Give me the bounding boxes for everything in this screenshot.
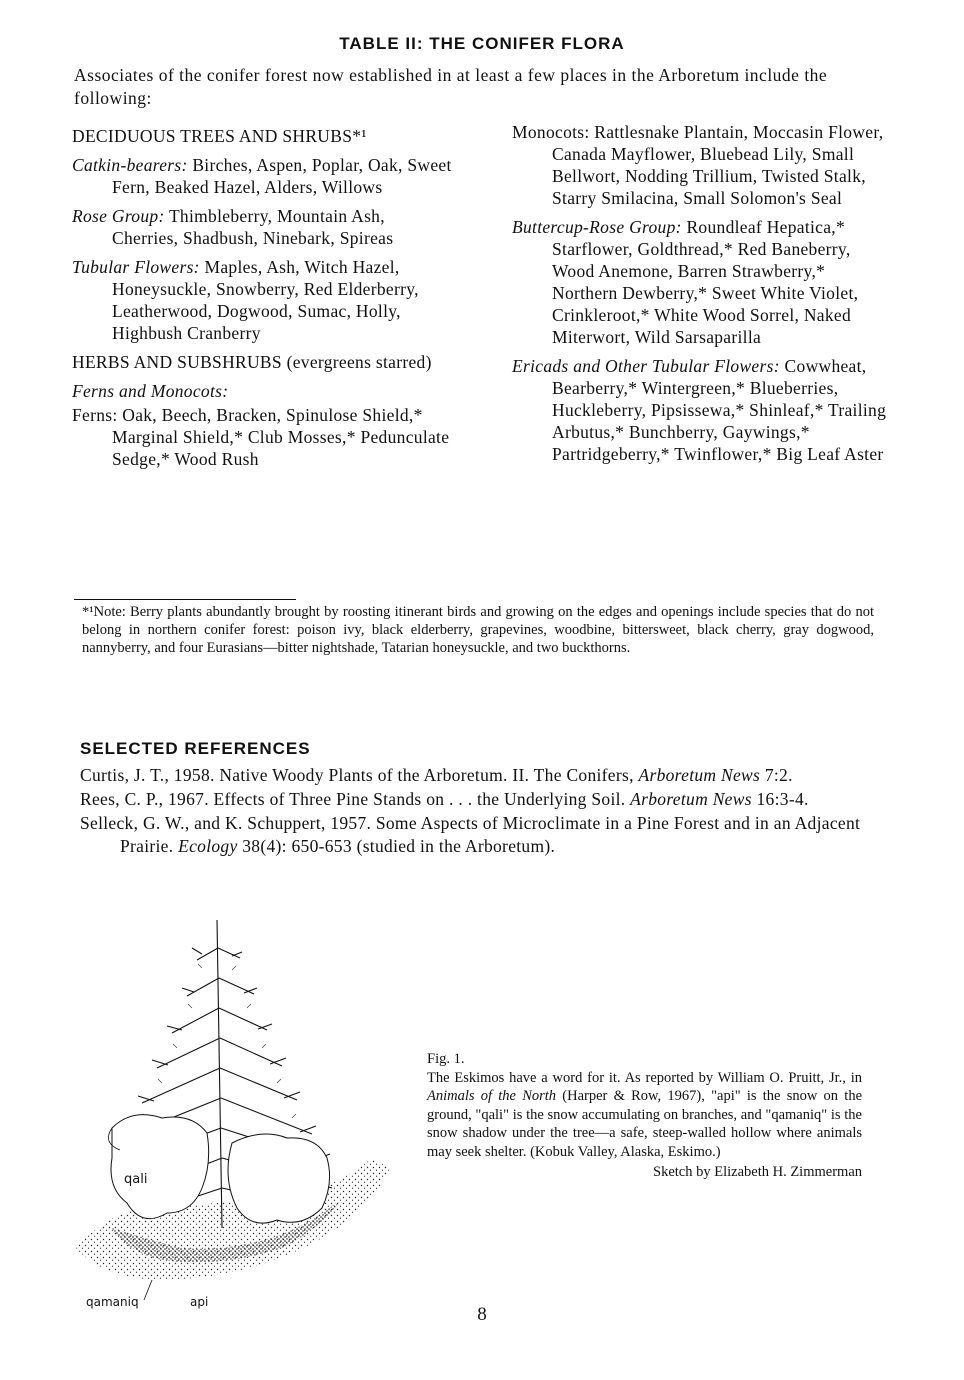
right-column — [512, 121, 888, 472]
buttercup-rose-text: Roundleaf Hepatica,* Starflower, Goldthread,* Red Baneberry, Wood Anemone, Barren Strawberry,* Northern Dewberry,* Sweet White Violet, Crinkleroot,* White Wood Sorrel, Naked Miterwort, Wild Sarsaparilla — [552, 217, 859, 347]
footnote-rule — [74, 599, 296, 600]
reference-volume: 38(4): 650-653 (studied in the Arboretum). — [237, 836, 556, 856]
reference-item — [80, 764, 880, 787]
catkin-bearers-label: Catkin-bearers: — [72, 155, 188, 175]
conifer-sketch-figure — [72, 908, 394, 1320]
ferns-text: Oak, Beech, Bracken, Spinulose Shield,* Marginal Shield,* Club Mosses,* Pedunculate Sedge,* Wood Rush — [112, 405, 450, 469]
intro-paragraph: Associates of the conifer forest now established in at least a few places in the Arboretum include the following: — [74, 65, 828, 108]
buttercup-rose-label: Buttercup-Rose Group: — [512, 217, 682, 237]
reference-text: Rees, C. P., 1967. Effects of Three Pine Stands on . . . the Underlying Soil. — [80, 789, 631, 809]
ericads-label: Ericads and Other Tubular Flowers: — [512, 356, 780, 376]
footnote: *¹Note: Berry plants abundantly brought by roosting itinerant birds and growing on the edges and openings include species that do not belong in northern conifer forest: poison ivy, black elderberry, grapevines, woodbine, bittersweet, black cherry, gray dogwood, nannyberry, and four Eurasians—bitter nightshade, Tatarian honeysuckle, and two buckthorns. — [82, 604, 874, 656]
caption-text — [427, 1069, 862, 1162]
caption-book-title: Animals of the North — [427, 1088, 557, 1104]
monocots-text: Rattlesnake Plantain, Moccasin Flower, Canada Mayflower, Bluebead Lily, Small Bellwort, Nodding Trillium, Twisted Stalk, Starry Smilacina, Small Solomon's Seal — [552, 122, 884, 208]
ericads-entry — [512, 355, 888, 465]
reference-text: Curtis, J. T., 1958. Native Woody Plants of the Arboretum. II. The Conifers, — [80, 765, 639, 785]
qamaniq-label: qamaniq — [86, 1295, 139, 1309]
monocots-entry — [512, 121, 888, 209]
rose-group-entry — [72, 205, 452, 249]
references-title: SELECTED REFERENCES — [80, 739, 311, 758]
herbs-heading: HERBS AND SUBSHRUBS (evergreens starred) — [72, 352, 432, 372]
api-label: api — [190, 1295, 209, 1309]
reference-volume: 16:3-4. — [751, 789, 809, 809]
page-number: 8 — [477, 1304, 487, 1325]
reference-text: Selleck, G. W., and K. Schuppert, 1957. Some Aspects of Microclimate in a Pine Forest and in an Adjacent Prairie. — [80, 813, 861, 856]
ferns-entry — [72, 404, 452, 470]
ferns-label: Ferns: — [72, 405, 118, 425]
references-list — [80, 764, 880, 859]
caption-text-b: (Harper & Row, 1967), "api" is the snow on the ground, "qali" is the snow accumulating on branches, and "qamaniq" is the snow shadow under the tree—a safe, steep-walled hollow where animals may seek shelter. (Kobuk Valley, Alaska, Eskimo.) — [427, 1088, 862, 1160]
rose-group-text: Thimbleberry, Mountain Ash, Cherries, Shadbush, Ninebark, Spireas — [112, 206, 394, 248]
reference-volume: 7:2. — [760, 765, 793, 785]
deciduous-heading: DECIDUOUS TREES AND SHRUBS*¹ — [72, 126, 367, 146]
figure-label: Fig. 1. — [427, 1051, 465, 1067]
catkin-bearers-entry — [72, 154, 452, 198]
qali-label: qali — [124, 1172, 148, 1187]
table-title: TABLE II: THE CONIFER FLORA — [339, 34, 625, 53]
tubular-flowers-text: Maples, Ash, Witch Hazel, Honeysuckle, Snowberry, Red Elderberry, Leatherwood, Dogwood, Sumac, Holly, Highbush Cranberry — [112, 257, 419, 343]
ferns-monocots-subheading: Ferns and Monocots: — [72, 381, 229, 401]
rose-group-label: Rose Group: — [72, 206, 165, 226]
reference-journal: Ecology — [178, 836, 238, 856]
reference-item — [80, 812, 880, 858]
figure-caption — [427, 1050, 862, 1182]
tubular-flowers-label: Tubular Flowers: — [72, 257, 200, 277]
tubular-flowers-entry — [72, 256, 452, 344]
ericads-text: Cowwheat, Bearberry,* Wintergreen,* Blueberries, Huckleberry, Pipsissewa,* Shinleaf,* Trailing Arbutus,* Bunchberry, Gaywings,* Partridgeberry,* Twinflower,* Big Leaf Aster — [552, 356, 887, 464]
buttercup-rose-entry — [512, 216, 888, 348]
spruce-tree-sketch — [72, 908, 394, 1320]
reference-journal: Arboretum News — [638, 765, 761, 785]
left-column — [72, 125, 452, 477]
reference-item — [80, 788, 880, 811]
monocots-label: Monocots: — [512, 122, 590, 142]
sketch-credit: Sketch by Elizabeth H. Zimmerman — [653, 1164, 862, 1180]
catkin-bearers-text: Birches, Aspen, Poplar, Oak, Sweet Fern, Beaked Hazel, Alders, Willows — [112, 155, 452, 197]
caption-text-a: The Eskimos have a word for it. As reported by William O. Pruitt, Jr., in — [427, 1069, 862, 1086]
reference-journal: Arboretum News — [630, 789, 752, 809]
